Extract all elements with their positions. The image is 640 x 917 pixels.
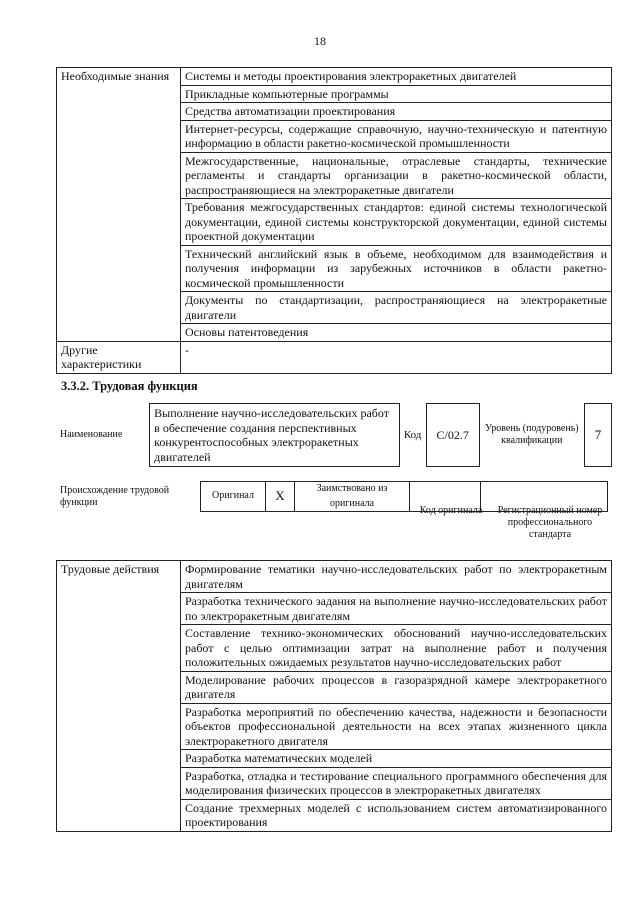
labor-action-item: Составление технико-экономических обоснований научно-исследовательских работ с целью оптимизации затрат на выполнение работ и получения положительных ожидаемых результатов научно-исследовательских работ (181, 625, 612, 672)
function-header (56, 403, 612, 467)
borrowed-label: Заимствовано из оригинала (295, 482, 410, 512)
other-characteristics-label: Другие характеристики (57, 341, 181, 373)
knowledge-item: Системы и методы проектирования электроракетных двигателей (181, 68, 612, 86)
reg-number-label: Регистрационный номер профессионального стандарта (497, 505, 603, 540)
section-title: 3.3.2. Трудовая функция (61, 379, 198, 393)
other-characteristics-value: - (181, 341, 612, 373)
knowledge-label: Необходимые знания (57, 68, 181, 342)
labor-actions-table (56, 560, 612, 832)
labor-action-item: Моделирование рабочих процессов в газоразрядной камере электроракетного двигателя (181, 671, 612, 703)
function-code: C/02.7 (426, 404, 479, 467)
knowledge-item: Межгосударственные, национальные, отраслевые стандарты, технические регламенты и стандарты организации в ракетно-космической области, распространяющиеся на электроракетные двигатели (181, 152, 612, 199)
knowledge-item: Технический английский язык в объеме, необходимом для взаимодействия и получения информации из зарубежных источников в области ракетно-космической промышленности (181, 245, 612, 292)
knowledge-item: Прикладные компьютерные программы (181, 85, 612, 103)
function-name: Выполнение научно-исследовательских работ в обеспечение создания перспективных конкурентоспособных электроракетных двигателей (150, 404, 399, 467)
knowledge-item: Документы по стандартизации, распространяющиеся на электроракетные двигатели (181, 292, 612, 324)
labor-actions-label: Трудовые действия (57, 561, 181, 832)
code-label: Код (403, 428, 422, 441)
labor-action-item: Формирование тематики научно-исследовательских работ по электроракетным двигателям (181, 561, 612, 593)
knowledge-table (56, 67, 612, 374)
original-code-label: Код оригинала (419, 505, 483, 516)
knowledge-item: Средства автоматизации проектирования (181, 103, 612, 121)
labor-action-item: Разработка технического задания на выполнение научно-исследовательских работ по электроракетным двигателям (181, 593, 612, 625)
origin-label: Происхождение трудовой функции (60, 484, 170, 508)
labor-action-item: Разработка мероприятий по обеспечению качества, надежности и безопасности объектов профессиональной деятельности на всех этапах жизненного цикла электроракетного двигателя (181, 703, 612, 750)
level-label: Уровень (подуровень) квалификации (485, 423, 579, 446)
labor-action-item: Разработка математических моделей (181, 750, 612, 768)
labor-action-item: Создание трехмерных моделей с использованием систем автоматизированного проектирования (181, 799, 612, 831)
page-number: 18 (314, 34, 326, 48)
knowledge-item: Требования межгосударственных стандартов: единой системы технологической документации, единой системы конструкторской документации, единой системы проектной документации (181, 199, 612, 246)
labor-action-item: Разработка, отладка и тестирование специального программного обеспечения для моделирования физических процессов в электроракетных двигателях (181, 767, 612, 799)
knowledge-item: Интернет-ресурсы, содержащие справочную, научно-техническую и патентную информацию в области ракетно-космической промышленности (181, 120, 612, 152)
original-mark: X (266, 482, 295, 512)
knowledge-item: Основы патентоведения (181, 324, 612, 342)
qualification-level: 7 (584, 404, 611, 467)
original-label: Оригинал (201, 482, 266, 512)
name-label: Наименование (60, 428, 123, 440)
